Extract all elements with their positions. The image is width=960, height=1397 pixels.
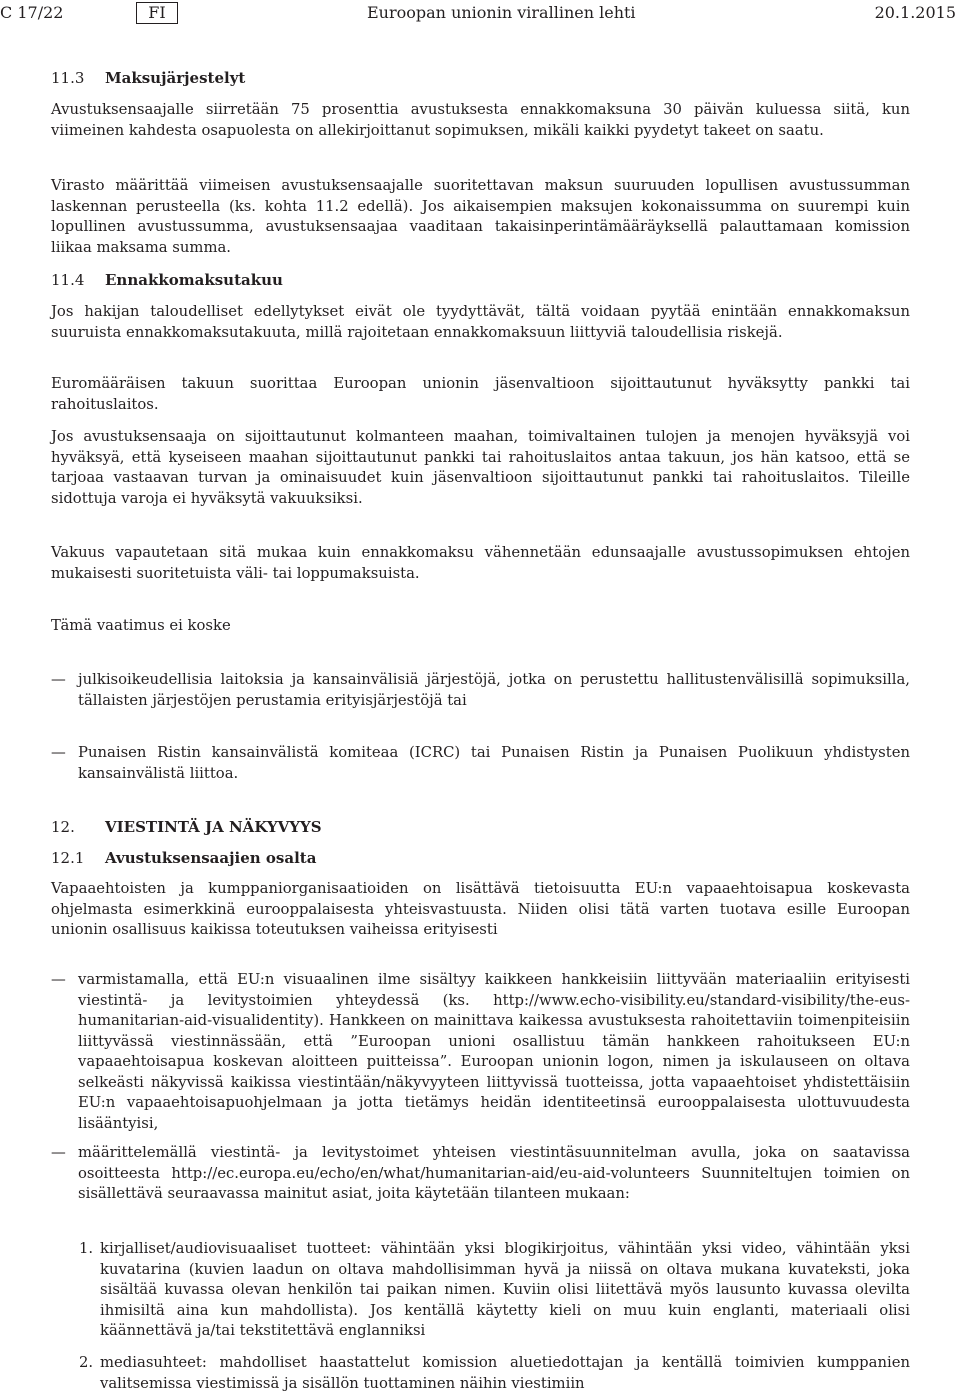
paragraph: Virasto määrittää viimeisen avustuksensaajalle suoritettavan maksun suuruuden lopullisen avustussumman laskennan perusteella (ks. kohta 11.2 edellä). Jos aikaisempien maksujen kokonaissumma on suurempi kuin lopullinen avustussumma, avustuksensaajaa vaaditaan takaisinperintämääräyksellä palauttamaan komission liikaa maksama summa.	[51, 177, 910, 256]
journal-title: Euroopan unionin virallinen lehti	[367, 3, 636, 22]
publication-date: 20.1.2015	[874, 3, 956, 22]
numbered-item: mediasuhteet: mahdolliset haastattelut komission aluetiedottajan ja kentällä toimivien kumppanien valitsemissa viestimissä ja sisällön tuottaminen näihin viestimiin	[100, 1354, 910, 1392]
section-number: 11.4	[51, 271, 85, 289]
list-item: määrittelemällä viestintä- ja levitystoimet yhteisen viestintäsuunnitelman avulla, joka on saatavissa osoitteesta http://ec.europa.eu/echo/en/what/humanitarian-aid/eu-aid-volunteers Suunniteltujen toimien on sisällettävä seuraavassa mainitut asiat, joita käytetään tilanteen mukaan:	[78, 1144, 910, 1202]
dash-bullet: —	[51, 971, 66, 988]
list-number: 2.	[79, 1354, 94, 1371]
section-number: 12.	[51, 818, 75, 836]
language-box: FI	[136, 2, 178, 24]
list-item: julkisoikeudellisia laitoksia ja kansainvälisiä järjestöjä, jotka on perustettu hallitustenvälisillä sopimuksilla, tällaisten järjestöjen perustamia erityisjärjestöjä tai	[78, 671, 910, 709]
paragraph: Vakuus vapautetaan sitä mukaa kuin ennakkomaksu vähennetään edunsaajalle avustussopimuksen ehtojen mukaisesti suoritetuista väli- tai loppumaksuista.	[51, 544, 910, 582]
dash-bullet: —	[51, 744, 66, 761]
section-title: Avustuksensaajien osalta	[105, 849, 317, 867]
list-number: 1.	[79, 1240, 94, 1257]
section-heading-11-4	[51, 270, 283, 290]
paragraph: Tämä vaatimus ei koske	[51, 617, 231, 634]
dash-bullet: —	[51, 671, 66, 688]
list-item: varmistamalla, että EU:n visuaalinen ilme sisältyy kaikkeen hankkeisiin liittyvään materiaaliin erityisesti viestintä- ja levitystoimien yhteydessä (ks. http://www.echo-visibility.eu/standard-visibility/the-eus-humanitarian-aid-visualidentity). Hankkeen on mainittava kaikessa avustuksesta rahoitettaviin toimenpiteisiin liittyvässä viestinnässään, että ”Euroopan unioni osallistuu tämän hankkeen rahoitukseen EU:n vapaaehtoisapua koskevan aloitteen puitteissa”. Euroopan unionin logon, nimen ja iskulauseen on oltava selkeästi näkyvissä kaikissa viestintään/näkyvyyteen liittyvissä tuotteissa, jotta vapaaehtoiset yhdistettäisiin EU:n vapaaehtoisapuohjelmaan ja jotta tietämys heidän identiteetinsä eurooppalaisesta ulottuvuudesta lisääntyisi,	[78, 971, 910, 1132]
page-header	[0, 3, 960, 27]
section-title: VIESTINTÄ JA NÄKYVYYS	[105, 818, 322, 836]
paragraph: Jos hakijan taloudelliset edellytykset eivät ole tyydyttävät, tältä voidaan pyytää enintään ennakkomaksun suuruista ennakkomaksutakuuta, millä rajoitetaan ennakkomaksuun liittyviä taloudellisia riskejä.	[51, 303, 910, 341]
paragraph: Vapaaehtoisten ja kumppaniorganisaatioiden on lisättävä tietoisuutta EU:n vapaaehtoisapua koskevasta ohjelmasta esimerkkinä eurooppalaisesta yhteisvastuusta. Niiden olisi tätä varten tuotava esille Euroopan unionin osallisuus kaikissa toteutuksen vaiheissa erityisesti	[51, 880, 910, 938]
numbered-item: kirjalliset/audiovisuaaliset tuotteet: vähintään yksi blogikirjoitus, vähintään yksi video, vähintään yksi kuvatarina (kuvien laadun on oltava mahdollisimman hyvä ja niissä on oltava mukana kuvateksti, joka sisältää kuvassa olevan henkilön tai paikan nimen. Kuviin olisi liitettävä myös lausunto kuvassa olevilta ihmisiltä aina kun mahdollista). Jos kentällä käytetty kieli on muu kuin englanti, materiaali olisi käännettävä ja/tai tekstitettävä englanniksi	[100, 1240, 910, 1339]
paragraph: Euromääräisen takuun suorittaa Euroopan unionin jäsenvaltioon sijoittautunut hyväksytty pankki tai rahoituslaitos.	[51, 375, 910, 413]
page-reference: C 17/22	[0, 3, 64, 22]
section-title: Ennakkomaksutakuu	[105, 271, 283, 289]
section-title: Maksujärjestelyt	[105, 69, 246, 87]
section-heading-12-1	[51, 848, 316, 868]
paragraph: Avustuksensaajalle siirretään 75 prosenttia avustuksesta ennakkomaksuna 30 päivän kuluessa siitä, kun viimeinen kahdesta osapuolesta on allekirjoittanut sopimuksen, mikäli kaikki pyydetyt takeet on saatu.	[51, 101, 910, 139]
section-number: 11.3	[51, 69, 85, 87]
section-heading-11-3	[51, 68, 245, 88]
section-heading-12	[51, 817, 322, 837]
section-number: 12.1	[51, 849, 85, 867]
dash-bullet: —	[51, 1144, 66, 1161]
paragraph: Jos avustuksensaaja on sijoittautunut kolmanteen maahan, toimivaltainen tulojen ja menojen hyväksyjä voi hyväksyä, että kyseiseen maahan sijoittautunut pankki tai rahoituslaitos antaa takuun, jos hän katsoo, että se tarjoaa vastaavan turvan ja ominaisuudet kuin jäsenvaltioon sijoittautunut pankki tai rahoituslaitos. Tileille sidottuja varoja ei hyväksytä vakuuksiksi.	[51, 428, 910, 507]
list-item: Punaisen Ristin kansainvälistä komiteaa (ICRC) tai Punaisen Ristin ja Punaisen Puolikuun yhdistysten kansainvälistä liittoa.	[78, 744, 910, 782]
